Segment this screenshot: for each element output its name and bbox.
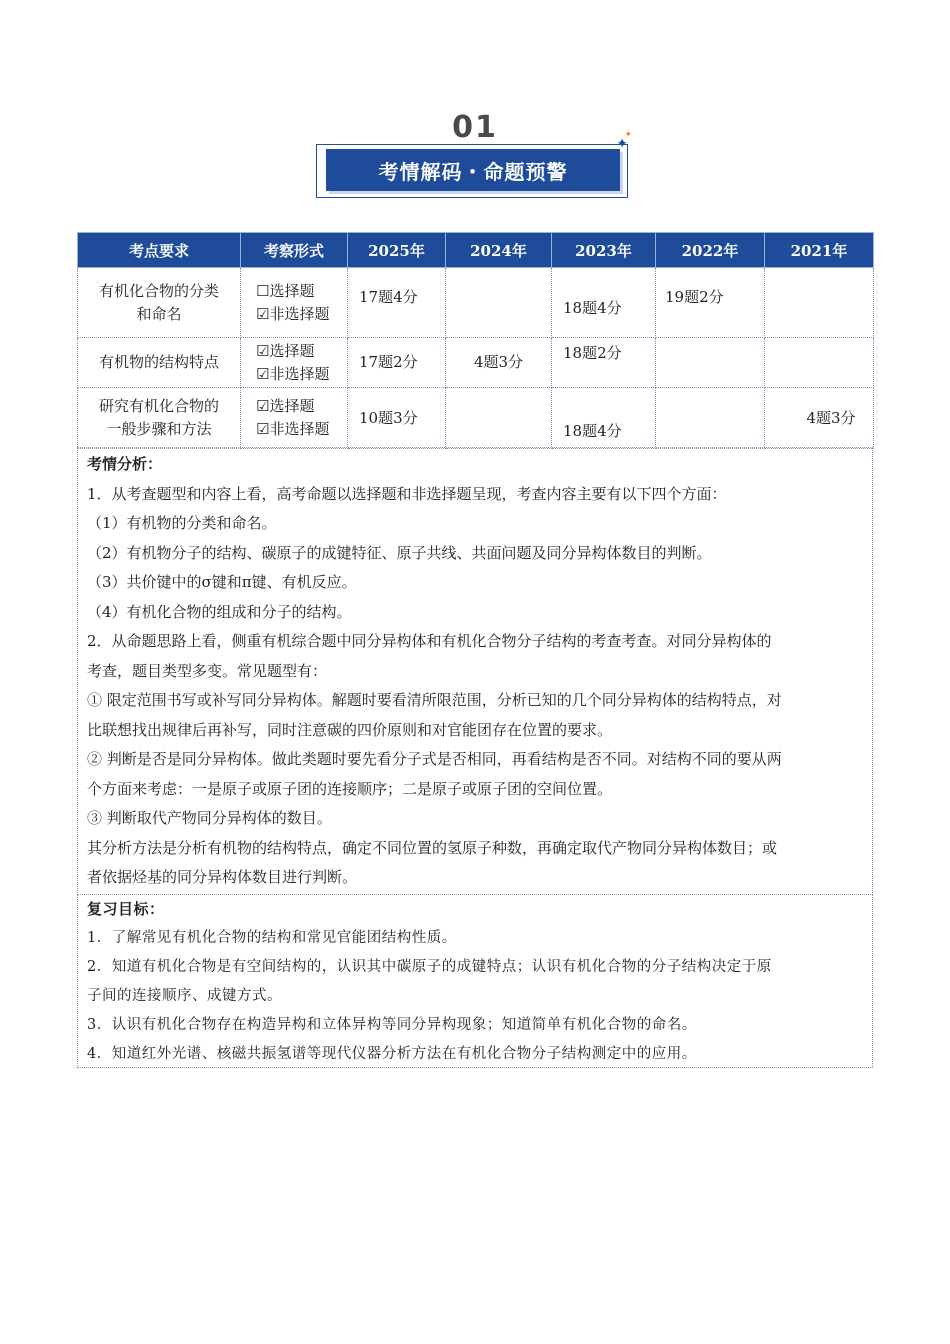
goals-heading: 复习目标： xyxy=(87,900,165,918)
analysis-line: ② 判断是否是同分异构体。做此类题时要先看分子式是否相同，再看结构是否不同。对结构不同的要从两 xyxy=(87,750,782,768)
goal-line: 子间的连接顺序、成键方式。 xyxy=(87,988,282,1004)
goal-line: 1．了解常见有机化合物的结构和常见官能团结构性质。 xyxy=(87,930,457,946)
topic-line: 研究有机化合物的 xyxy=(98,397,219,415)
col-header-topic: 考点要求 xyxy=(78,233,241,268)
analysis-line: 2．从命题思路上看，侧重有机综合题中同分异构体和有机化合物分子结构的考查考查。对同分异构体的 xyxy=(87,632,772,650)
checkbox-checked-icon: ☑ xyxy=(256,341,270,360)
score-cell: 18题2分 xyxy=(552,338,656,388)
score-cell xyxy=(765,268,874,338)
col-header-2025: 2025年 xyxy=(348,233,446,268)
section-number: 01 xyxy=(452,110,498,145)
analysis-section xyxy=(77,447,873,895)
analysis-line: 者依据烃基的同分异构体数目进行判断。 xyxy=(87,868,358,886)
form-cell xyxy=(241,268,348,338)
section-banner xyxy=(316,130,632,200)
analysis-line: 比联想找出规律后再补写，同时注意碳的四价原则和对官能团存在位置的要求。 xyxy=(87,720,613,739)
score-cell xyxy=(656,388,765,449)
goal-line: 2．知道有机化合物是有空间结构的，认识其中碳原子的成键特点；认识有机化合物的分子结构决定于原 xyxy=(87,959,772,975)
table-row xyxy=(78,268,874,338)
analysis-line: （4）有机化合物的组成和分子的结构。 xyxy=(87,602,352,621)
score-cell xyxy=(446,388,552,449)
col-header-2021: 2021年 xyxy=(765,233,874,268)
form-option: ☑非选择题 xyxy=(256,364,330,383)
col-header-2022: 2022年 xyxy=(656,233,765,268)
form-cell xyxy=(241,388,348,449)
table-row xyxy=(78,338,874,388)
analysis-line: 其分析方法是分析有机物的结构特点，确定不同位置的氢原子种数，再确定取代产物同分异构体数目；或 xyxy=(87,838,778,857)
form-option: ☑选择题 xyxy=(256,397,315,415)
checkbox-checked-icon: ☑ xyxy=(256,420,270,438)
analysis-line: ① 限定范围书写或补写同分异构体。解题时要看清所限范围，分析已知的几个同分异构体的结构特点，对 xyxy=(87,691,782,709)
score-cell xyxy=(765,338,874,388)
score-cell: 18题4分 xyxy=(552,268,656,338)
score-cell xyxy=(656,338,765,388)
score-cell: 19题2分 xyxy=(656,268,765,338)
col-header-2023: 2023年 xyxy=(552,233,656,268)
form-cell xyxy=(241,338,348,388)
col-header-form: 考察形式 xyxy=(241,233,348,268)
topic-line: 和命名 xyxy=(136,304,182,323)
table-row xyxy=(78,388,874,449)
analysis-line: 1．从考查题型和内容上看，高考命题以选择题和非选择题呈现，考查内容主要有以下四个方面： xyxy=(87,484,727,503)
checkbox-checked-icon: ☑ xyxy=(256,364,270,383)
analysis-line: 个方面来考虑：一是原子或原子团的连接顺序；二是原子或原子团的空间位置。 xyxy=(87,779,613,798)
score-cell: 17题4分 xyxy=(348,268,446,338)
analysis-line: （3）共价键中的σ键和π键、有机反应。 xyxy=(87,573,357,591)
score-cell xyxy=(446,268,552,338)
form-option: ☑非选择题 xyxy=(256,304,330,323)
topic-cell xyxy=(78,388,241,449)
form-option: ☑选择题 xyxy=(256,341,315,360)
table-header-row xyxy=(78,233,874,268)
sparkle-icon: ✦ xyxy=(616,136,628,152)
topic-line: 一般步骤和方法 xyxy=(106,420,212,438)
col-header-2024: 2024年 xyxy=(446,233,552,268)
sparkle-dot-icon: ✦ xyxy=(624,130,632,140)
form-option: ☐选择题 xyxy=(256,281,315,300)
topic-cell xyxy=(78,268,241,338)
topic-line: 有机物的结构特点 xyxy=(98,353,219,371)
checkbox-checked-icon: ☑ xyxy=(256,397,270,415)
analysis-line: ③ 判断取代产物同分异构体的数目。 xyxy=(87,809,332,827)
score-cell: 4题3分 xyxy=(446,338,552,388)
exam-table xyxy=(77,232,874,449)
goal-line: 4．知道红外光谱、核磁共振氢谱等现代仪器分析方法在有机化合物分子结构测定中的应用。 xyxy=(87,1046,697,1062)
analysis-line: 考查，题目类型多变。常见题型有： xyxy=(87,661,328,680)
analysis-line: （2）有机物分子的结构、碳原子的成键特征、原子共线、共面问题及同分异构体数目的判断。 xyxy=(87,543,712,562)
analysis-line: （1）有机物的分类和命名。 xyxy=(87,514,277,532)
topic-line: 有机化合物的分类 xyxy=(98,281,219,300)
goals-section xyxy=(77,894,873,1068)
form-option: ☑非选择题 xyxy=(256,420,330,438)
checkbox-checked-icon: ☑ xyxy=(256,304,270,323)
checkbox-empty-icon: ☐ xyxy=(256,281,270,300)
section-title: 考情解码・命题预警 xyxy=(326,149,620,191)
topic-cell xyxy=(78,338,241,388)
score-cell: 4题3分 xyxy=(765,388,874,449)
score-cell: 18题4分 xyxy=(552,388,656,449)
score-cell: 17题2分 xyxy=(348,338,446,388)
goal-line: 3．认识有机化合物存在构造异构和立体异构等同分异构现象；知道简单有机化合物的命名。 xyxy=(87,1017,697,1033)
score-cell: 10题3分 xyxy=(348,388,446,449)
analysis-heading: 考情分析： xyxy=(87,455,163,473)
